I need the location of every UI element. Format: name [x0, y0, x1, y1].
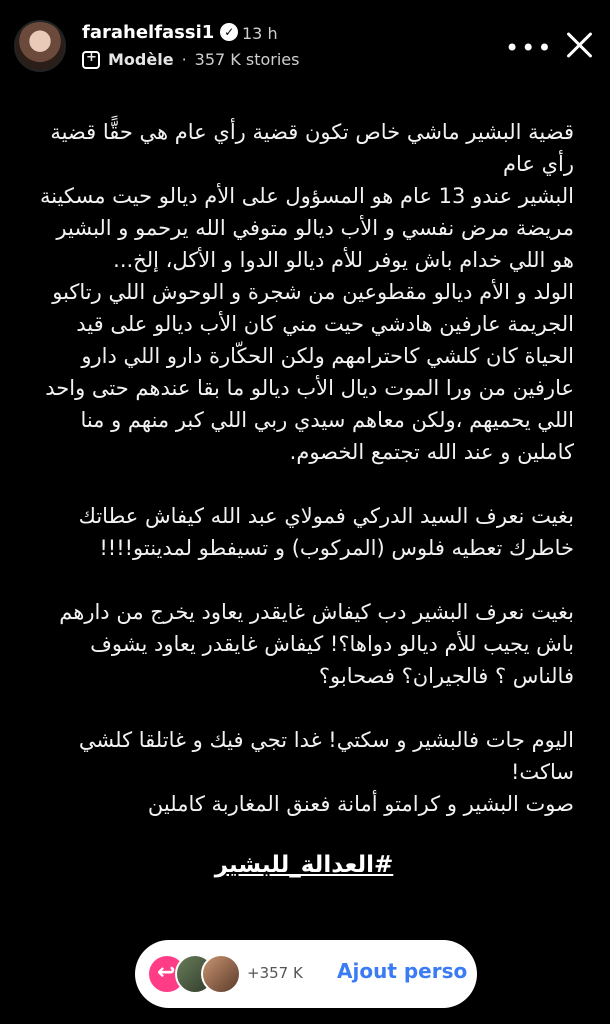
- add-yours-button[interactable]: Ajout perso: [337, 959, 468, 983]
- participant-count: +357 K: [247, 964, 303, 982]
- story-header: [0, 0, 610, 90]
- story-paragraph-7: صوت البشير و كرامتو أمانة فعنق المغاربة كاملين: [147, 792, 574, 816]
- separator: ·: [181, 50, 187, 69]
- story-paragraph-2: البشير عندو 13 عام هو المسؤول على الأم ديالو حيت مسكينة مريضة مرض نفسي و الأب ديالو متوفي الله يرحمو و البشير هو اللي خدام باش يوفر للأم ديالو الدوا و الأكل، إلخ...: [39, 184, 574, 272]
- story-paragraph-4: بغيت نعرف السيد الدركي فمولاي عبد الله كيفاش عطاتك خاطرك تعطيه فلوس (المركوب) و تسيفطو لمدينتو!!!!: [78, 504, 574, 560]
- story-paragraph-1: قضية البشير ماشي خاص تكون قضية رأي عام هي حقًّا قضية رأي عام: [50, 120, 574, 176]
- participant-avatar: [201, 954, 241, 994]
- username[interactable]: [82, 22, 238, 43]
- story-paragraph-3: الولد و الأم ديالو مقطوعين من شجرة و الوحوش اللي رتاكبو الجريمة عارفين هادشي حيت مني كان الأب ديالو على قيد الحياة كان كلشي كاحترامهم ولكن الحكّارة دارو اللي دارو عارفين من ورا الموت ديال الأب ديالو ما بقا عندهم حتى واحد اللي يحميهم ،ولكن معاهم سيدي ربي اللي كبر منهم و منا كاملين و عند الله تجتمع الخصوم.: [45, 280, 574, 464]
- username-text[interactable]: farahelfassi1: [82, 22, 215, 43]
- add-yours-bar[interactable]: [135, 940, 477, 1008]
- close-icon[interactable]: [562, 28, 596, 62]
- profile-avatar[interactable]: [14, 20, 66, 72]
- story-text: [34, 116, 574, 878]
- stories-count: 357 K stories: [194, 50, 300, 69]
- post-time: 13 h: [242, 24, 278, 43]
- subline: [82, 50, 299, 69]
- story-paragraph-5: بغيت نعرف البشير دب كيفاش غايقدر يعاود يخرج من دارهم باش يجيب للأم ديالو دواها؟! كيفاش غايقدر يعاود يشوف فالناس ؟ فالجيران؟ فصحابو؟: [59, 600, 574, 688]
- verified-badge-icon: ✓: [220, 23, 238, 41]
- more-options-icon[interactable]: •••: [505, 34, 554, 62]
- model-label[interactable]: Modèle: [108, 50, 174, 69]
- story-paragraph-6: اليوم جات فالبشير و سكتي! غدا تجي فيك و غاتلقا كلشي ساكت!: [78, 728, 574, 784]
- add-model-icon[interactable]: [82, 51, 100, 69]
- hashtag-link[interactable]: #العدالة_للبشير: [214, 852, 394, 878]
